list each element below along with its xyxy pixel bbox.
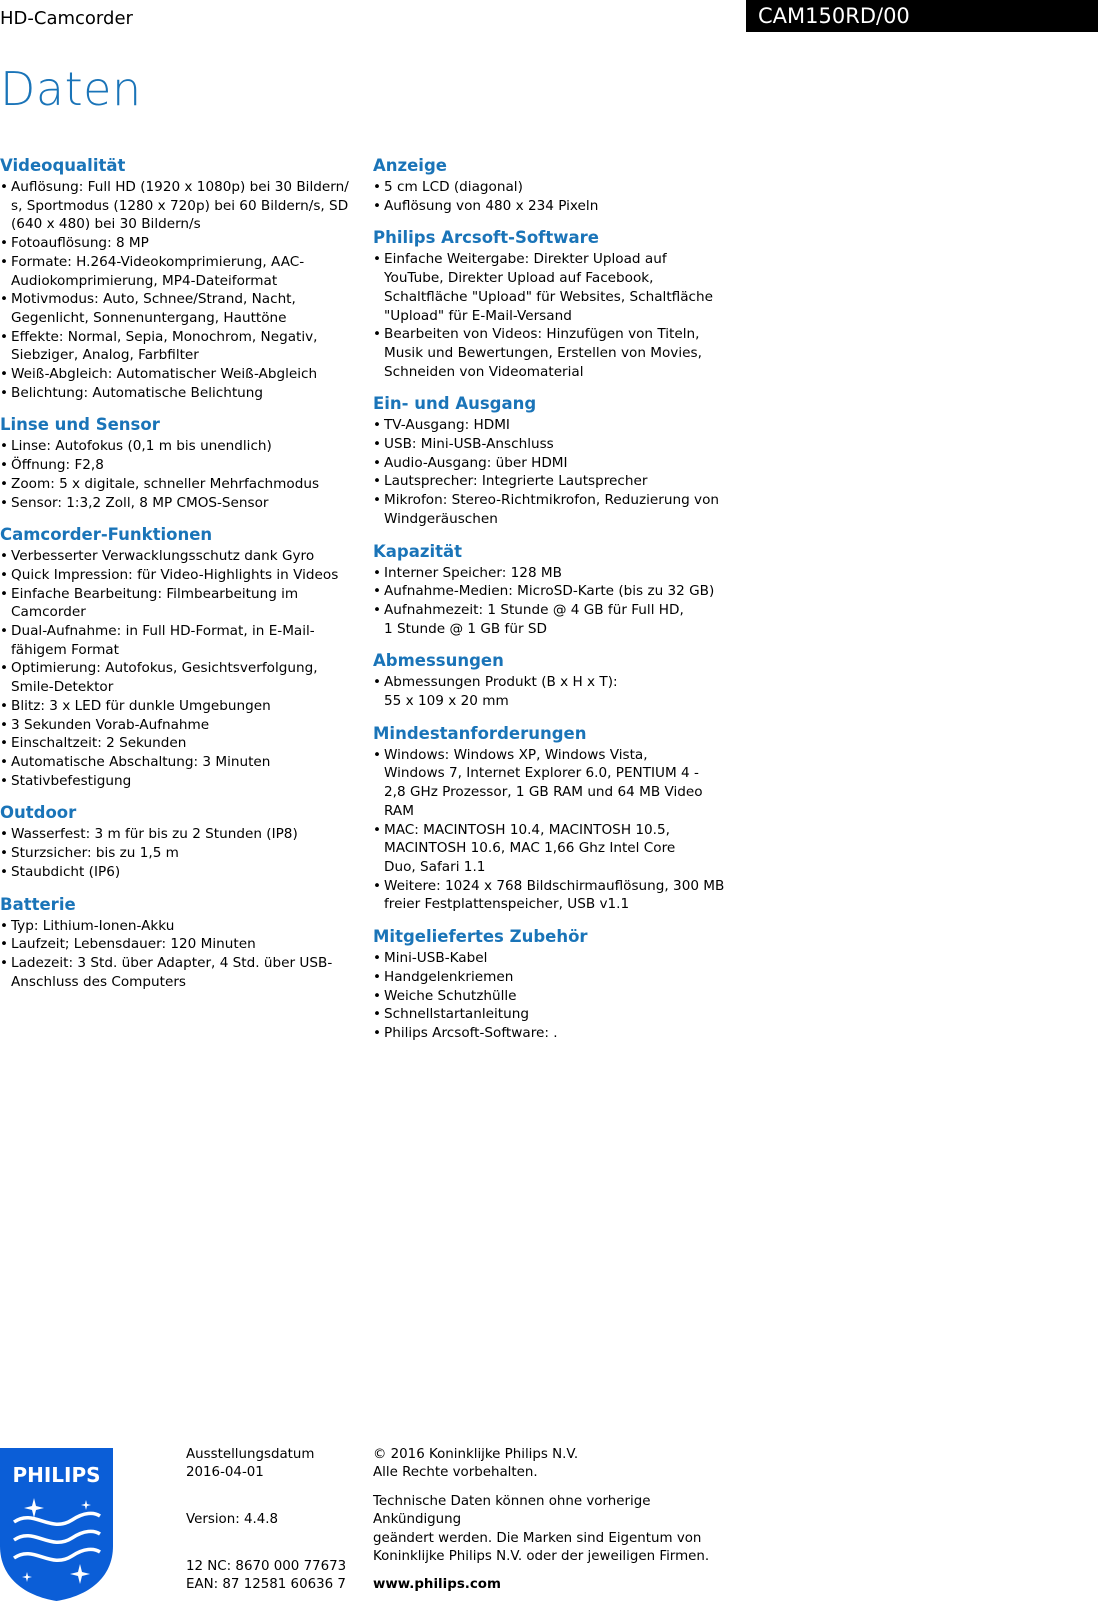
section-minimum-requirements — [373, 723, 738, 914]
spec-item: • Blitz: 3 x LED für dunkle Umgebungen — [0, 697, 356, 716]
spec-item: • Stativbefestigung — [0, 772, 356, 791]
spec-item: • Quick Impression: für Video-Highlights in Videos — [0, 566, 356, 585]
spec-item: • Formate: H.264-Videokomprimierung, AAC- Audiokomprimierung, MP4-Dateiformat — [0, 253, 356, 290]
codes-block — [186, 1558, 346, 1595]
spec-item: • Auflösung: Full HD (1920 x 1080p) bei 30 Bildern/ s, Sportmodus (1280 x 720p) bei 60 Bildern/s, SD (640 x 480) bei 30 Bildern/s — [0, 178, 356, 234]
spec-item: • Lautsprecher: Integrierte Lautsprecher — [373, 472, 738, 491]
spec-item: • Effekte: Normal, Sepia, Monochrom, Negativ, Siebziger, Analog, Farbfilter — [0, 328, 356, 365]
spec-item: • Typ: Lithium-Ionen-Akku — [0, 917, 356, 936]
spec-item: • USB: Mini-USB-Anschluss — [373, 435, 738, 454]
spec-item: • Linse: Autofokus (0,1 m bis unendlich) — [0, 437, 356, 456]
section-display — [373, 155, 738, 215]
spec-item: • Auflösung von 480 x 234 Pixeln — [373, 197, 738, 216]
section-heading: Anzeige — [373, 156, 447, 175]
section-heading: Abmessungen — [373, 651, 504, 671]
disclaimer-text: Technische Daten können ohne vorherige Ankündigung geändert werden. Die Marken sind Eigentum von Koninklijke Philips N.V. oder der jeweiligen Firmen. — [373, 1494, 710, 1564]
section-heading: Outdoor — [0, 803, 77, 823]
spec-item: • Weiß-Abgleich: Automatischer Weiß-Abgleich — [0, 365, 356, 384]
spec-item: • Automatische Abschaltung: 3 Minuten — [0, 753, 356, 772]
section-heading: Camcorder-Funktionen — [0, 525, 213, 545]
spec-list — [373, 673, 738, 710]
spec-list — [373, 416, 738, 528]
spec-item: • Interner Speicher: 128 MB — [373, 564, 738, 583]
spec-item: • Zoom: 5 x digitale, schneller Mehrfachmodus — [0, 475, 356, 494]
section-camcorder-functions — [0, 524, 356, 790]
model-number-banner: CAM150RD/00 — [746, 0, 1098, 32]
issue-date: 2016-04-01 — [186, 1465, 264, 1481]
spec-column-right — [373, 155, 738, 1055]
page-title: Daten — [0, 62, 142, 116]
spec-item: • Philips Arcsoft-Software: . — [373, 1024, 738, 1043]
spec-item: • Dual-Aufnahme: in Full HD-Format, in E-Mail- fähigem Format — [0, 622, 356, 659]
spec-item: • Audio-Ausgang: über HDMI — [373, 454, 738, 473]
section-battery — [0, 894, 356, 992]
section-input-output — [373, 393, 738, 528]
spec-item: • Belichtung: Automatische Belichtung — [0, 384, 356, 403]
spec-list — [373, 746, 738, 914]
spec-list — [373, 949, 738, 1043]
section-heading: Mitgeliefertes Zubehör — [373, 927, 588, 947]
spec-item: • Fotoauflösung: 8 MP — [0, 234, 356, 253]
section-dimensions — [373, 650, 738, 710]
section-heading: Videoqualität — [0, 156, 126, 175]
issue-block — [186, 1446, 314, 1483]
spec-item: • Sensor: 1:3,2 Zoll, 8 MP CMOS-Sensor — [0, 494, 356, 513]
spec-item: • Aufnahme-Medien: MicroSD-Karte (bis zu 32 GB) — [373, 582, 738, 601]
section-arcsoft-software — [373, 227, 738, 381]
copyright-block — [373, 1446, 578, 1483]
spec-item: • TV-Ausgang: HDMI — [373, 416, 738, 435]
section-heading: Ein- und Ausgang — [373, 394, 537, 414]
spec-item: • 5 cm LCD (diagonal) — [373, 178, 738, 197]
version-text: Version: 4.4.8 — [186, 1512, 279, 1527]
spec-item: • 3 Sekunden Vorab-Aufnahme — [0, 716, 356, 735]
section-heading: Mindestanforderungen — [373, 723, 587, 743]
spec-item: • Einfache Bearbeitung: Filmbearbeitung im Camcorder — [0, 585, 356, 622]
issue-label: Ausstellungsdatum — [186, 1447, 315, 1462]
spec-item: • Verbesserter Verwacklungsschutz dank Gyro — [0, 547, 356, 566]
spec-list — [0, 547, 356, 790]
ean-code: EAN: 87 12581 60636 7 — [186, 1577, 346, 1593]
logo-wordmark: PHILIPS — [12, 1463, 101, 1487]
spec-item: • Windows: Windows XP, Windows Vista, Windows 7, Internet Explorer 6.0, PENTIUM 4 - 2,8 GHz Prozessor, 1 GB RAM und 64 MB Video RAM — [373, 746, 738, 821]
product-category: HD-Camcorder — [0, 8, 133, 29]
website-link[interactable]: www.philips.com — [373, 1577, 501, 1592]
spec-item: • Laufzeit; Lebensdauer: 120 Minuten — [0, 935, 356, 954]
spec-list — [373, 564, 738, 639]
section-accessories — [373, 926, 738, 1043]
copyright-text: © 2016 Koninklijke Philips N.V. — [373, 1447, 579, 1462]
spec-item: • Mini-USB-Kabel — [373, 949, 738, 968]
section-heading: Kapazität — [373, 541, 463, 561]
section-capacity — [373, 541, 738, 639]
spec-item: • Aufnahmezeit: 1 Stunde @ 4 GB für Full HD, 1 Stunde @ 1 GB für SD — [373, 601, 738, 638]
spec-item: • Ladezeit: 3 Std. über Adapter, 4 Std. über USB- Anschluss des Computers — [0, 954, 356, 991]
spec-item: • Schnellstartanleitung — [373, 1005, 738, 1024]
spec-item: • Handgelenkriemen — [373, 968, 738, 987]
spec-item: • Abmessungen Produkt (B x H x T): 55 x 109 x 20 mm — [373, 673, 738, 710]
section-lens-sensor — [0, 414, 356, 512]
spec-item: • Weiche Schutzhülle — [373, 987, 738, 1006]
spec-list — [0, 178, 356, 402]
spec-item: • Motivmodus: Auto, Schnee/Strand, Nacht, Gegenlicht, Sonnenuntergang, Hauttöne — [0, 290, 356, 327]
section-outdoor — [0, 802, 356, 881]
section-heading: Batterie — [0, 894, 76, 914]
spec-item: • MAC: MACINTOSH 10.4, MACINTOSH 10.5, MACINTOSH 10.6, MAC 1,66 Ghz Intel Core Duo, Safari 1.1 — [373, 821, 738, 877]
spec-item: • Öffnung: F2,8 — [0, 456, 356, 475]
spec-item: • Weitere: 1024 x 768 Bildschirmauflösung, 300 MB freier Festplattenspeicher, USB v1.1 — [373, 877, 738, 914]
spec-item: • Wasserfest: 3 m für bis zu 2 Stunden (IP8) — [0, 825, 356, 844]
spec-list — [373, 178, 738, 215]
spec-list — [0, 825, 356, 881]
rights-text: Alle Rechte vorbehalten. — [373, 1465, 538, 1481]
philips-logo — [0, 1448, 113, 1601]
section-heading: Linse und Sensor — [0, 415, 160, 435]
spec-item: • Optimierung: Autofokus, Gesichtsverfolgung, Smile-Detektor — [0, 659, 356, 696]
spec-list — [0, 917, 356, 992]
spec-item: • Sturzsicher: bis zu 1,5 m — [0, 844, 356, 863]
section-heading: Philips Arcsoft-Software — [373, 228, 599, 248]
section-video-quality — [0, 155, 356, 402]
nc-code: 12 NC: 8670 000 77673 — [186, 1559, 347, 1574]
spec-item: • Staubdicht (IP6) — [0, 863, 356, 882]
spec-item: • Bearbeiten von Videos: Hinzufügen von Titeln, Musik und Bewertungen, Erstellen von Movies, Schneiden von Videomaterial — [373, 325, 738, 381]
spec-item: • Einschaltzeit: 2 Sekunden — [0, 734, 356, 753]
spec-item: • Einfache Weitergabe: Direkter Upload auf YouTube, Direkter Upload auf Facebook, Schaltfläche "Upload" für Websites, Schaltfläche "Upload" für E-Mail-Versand — [373, 250, 738, 325]
spec-list — [373, 250, 738, 381]
spec-item: • Mikrofon: Stereo-Richtmikrofon, Reduzierung von Windgeräuschen — [373, 491, 738, 528]
spec-list — [0, 437, 356, 512]
spec-column-left — [0, 155, 356, 1003]
